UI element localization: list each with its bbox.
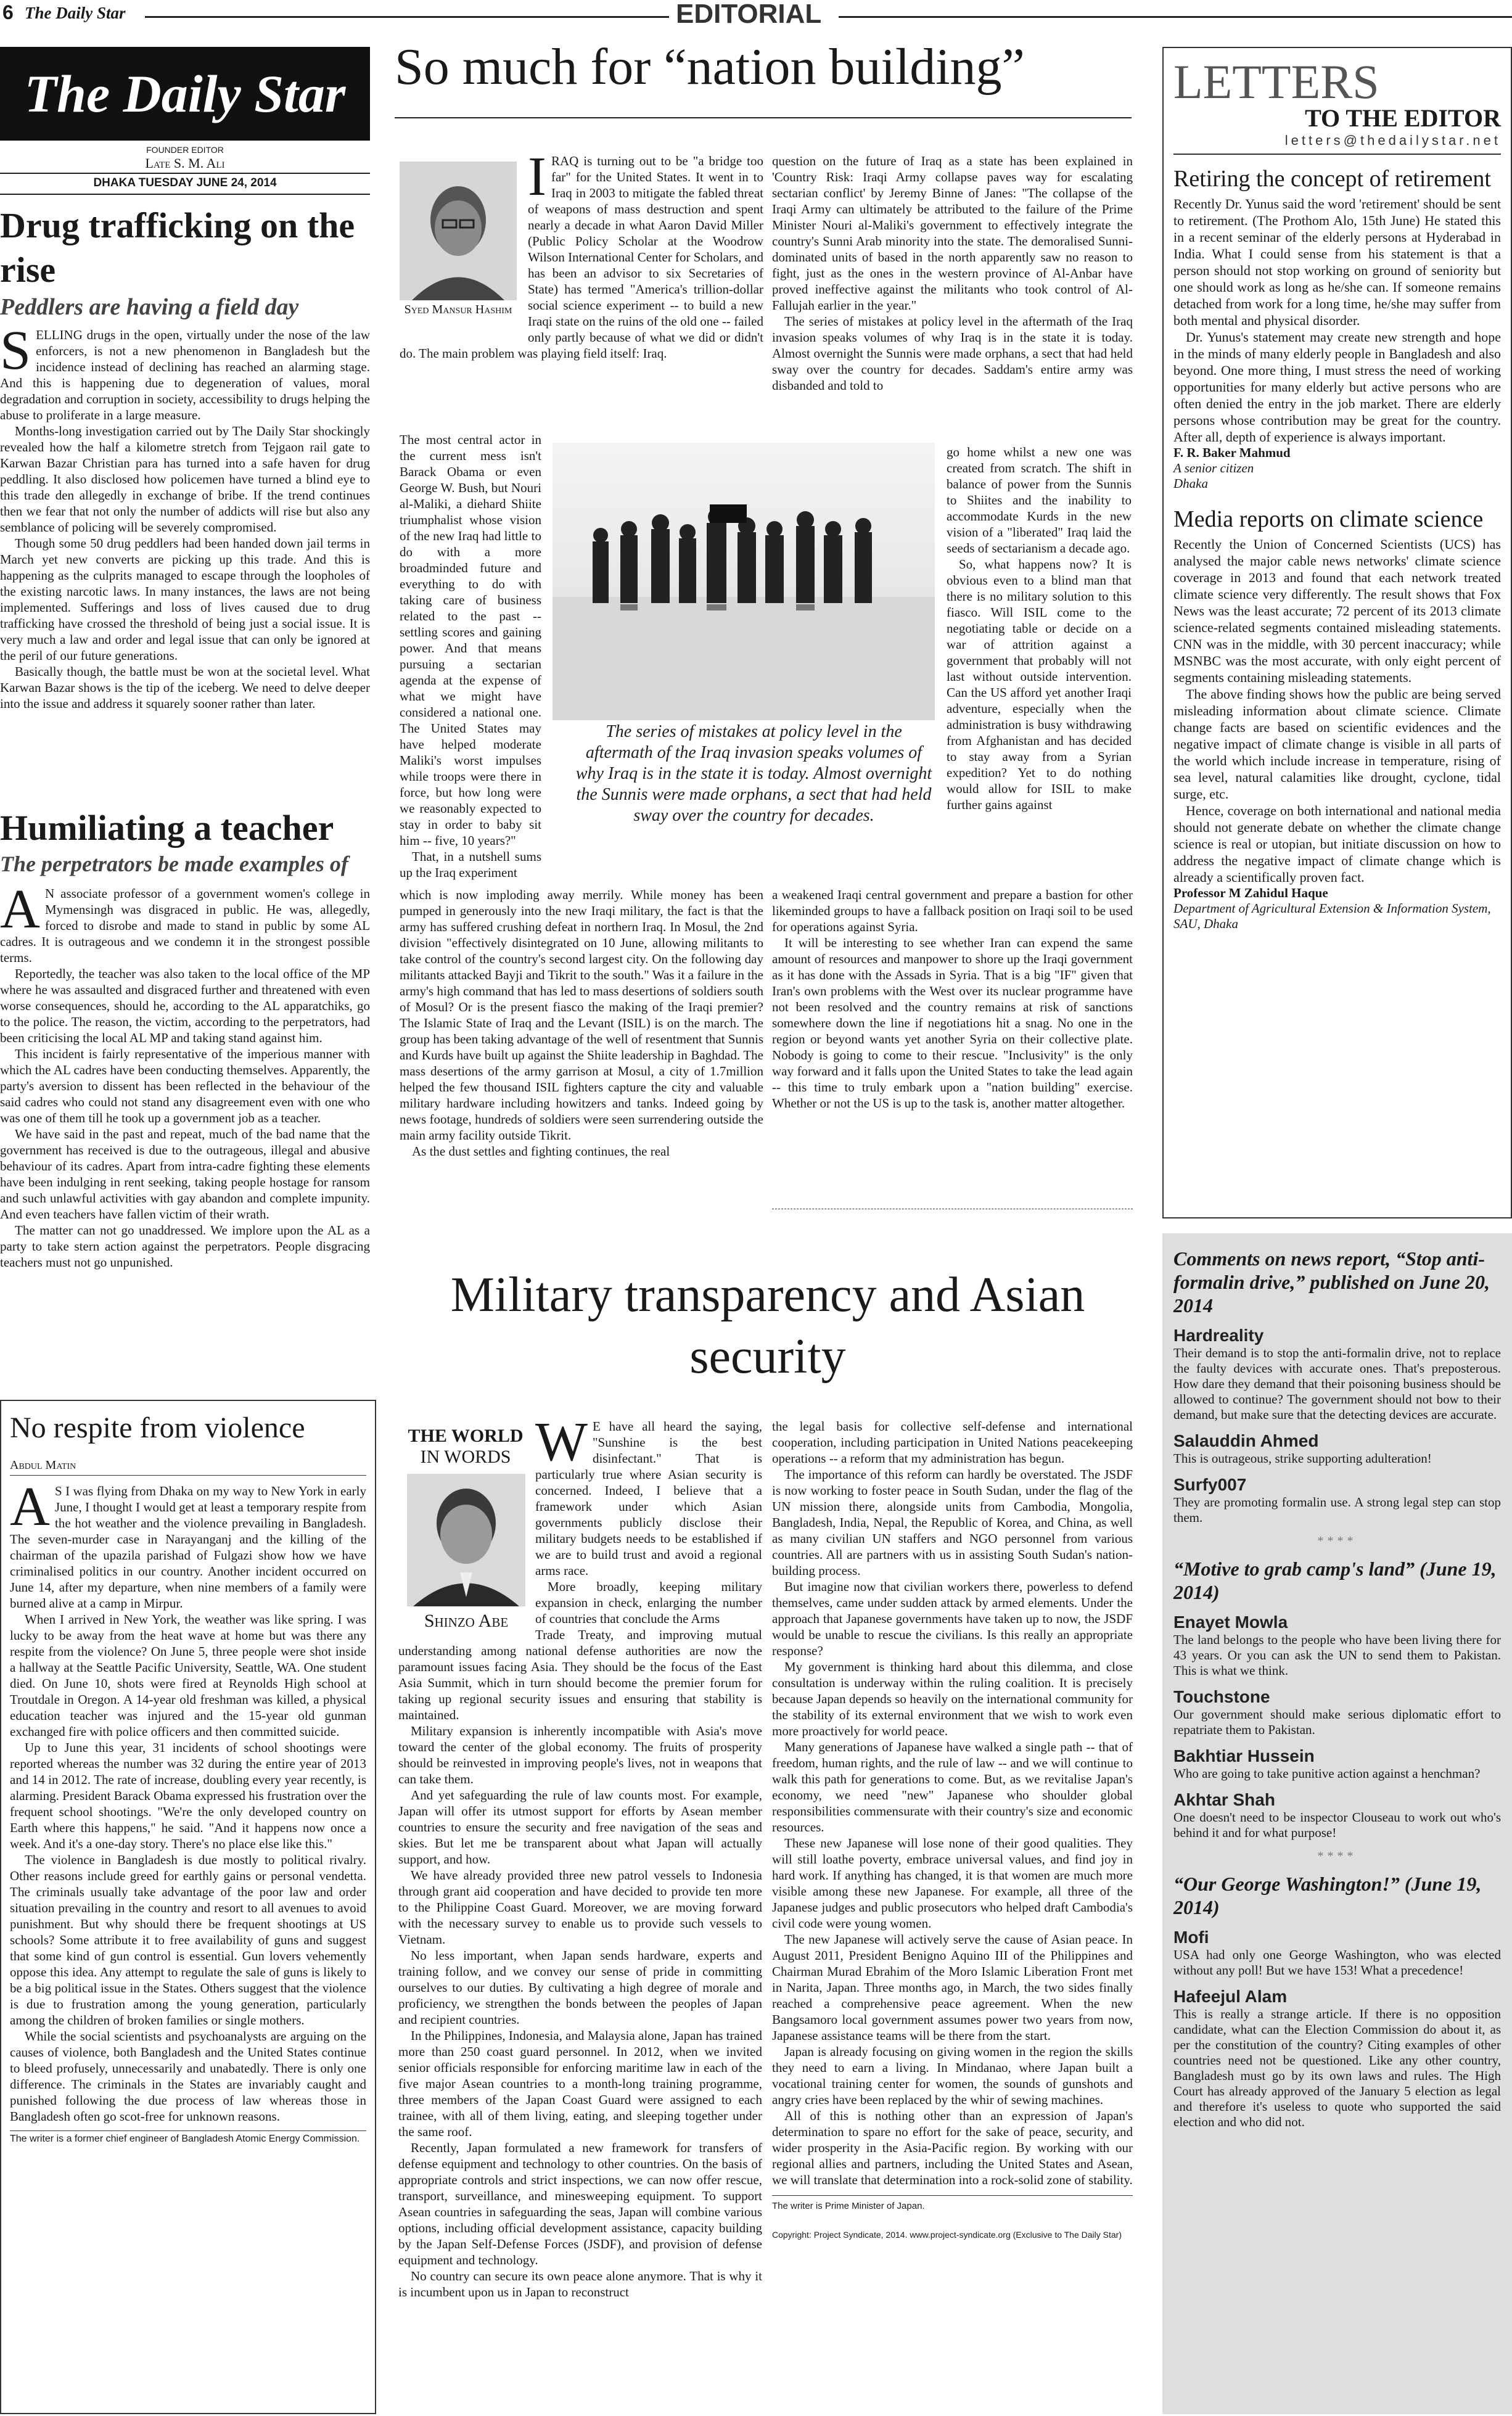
paragraph: S I was flying from Dhaka on my way to New York in early June, I thought I would get at least a temporary respite from the hot weather and the violence prevailing in Bangladesh. The seven-murder case in Narayanganj and the killing of the chairman of the upazila parishad of Fulgazi show how we have criminalised politics in our country. Another incident occurred on June 14, after my departure, when nine members of a family were burned alive at a camp in Mirpur. [10, 1484, 366, 1611]
pull-quote: The series of mistakes at policy level in the aftermath of the Iraq invasion speaks volumes of why Iraq is in the state it is today. Almost overnight the Sunnis were made orphans, a sect that had held sway over the country for decades. [575, 722, 932, 825]
paragraph: Dr. Yunus's statement may create new strength and hope in the minds of many elderly people in Bangladesh and also beyond. One more thing, I must stress the need of working opportunities for many elderly but active persons who are often denied the entry in the job market. There are elderly persons whose contribution may be great for the country. After all, depth of experience is always important. [1173, 329, 1501, 445]
military-col2 [772, 1418, 1133, 2243]
paragraph: We have already provided three new patrol vessels to Indonesia through grant aid cooperation and have decided to provide ten more to the Philippine Coast Guard. Moreover, we are moving forward with the necessary survey to enable us to provide such vessels to Vietnam. [398, 1868, 762, 1947]
comment-text: Who are going to take punitive action against a henchman? [1173, 1766, 1481, 1781]
paragraph: RAQ is turning out to be "a bridge too far" for the United States. It went in to Iraq in 2003 to mitigate the fabled threat of weapons of mass destruction and spent nearly a decade in what Aaron David Miller (Public Policy Scholar at the Woodrow Wilson International Center for Scholars, and has been an advisor to six Secretaries of State) has termed "America's trillion-dollar social science experiment -- to build a new Iraqi state on the ruins of the old one -- failed only partly because of what we did or didn't do. The main problem was playing field itself: Iraq. [400, 154, 763, 361]
comments-title: Comments on news report, “Stop anti-formalin drive,” published on June 20, 2014 [1173, 1247, 1490, 1317]
paragraph: And yet safeguarding the rule of law counts most. For example, Japan will offer its utmost support for efforts by Asean member countries to ensure the security and free navigation of the seas and skies. But let me be transparent about what Japan will actually support, and how. [398, 1788, 762, 1867]
separator-stars: **** [1317, 1849, 1357, 1863]
comment-author: Touchstone [1173, 1687, 1270, 1706]
comment-author: Bakhtiar Hussein [1173, 1746, 1315, 1765]
paragraph: My government is thinking hard about this dilemma, and close consultation is underway within the ruling coalition. It is precisely because Japan depends so heavily on the international community for the stability of its external environment that we wish to work even more proactively for world peace. [772, 1659, 1133, 1738]
paragraph: This incident is fairly representative of the imperious manner with which the AL cadres have been conducting themselves. Apparently, the party's aversion to dissent has been reflected in the behaviour of the said cadres who could not stand any disagreement even with one who was one of them till he took up a government job as a teacher. [0, 1046, 370, 1125]
letter-title: Media reports on climate science [1173, 506, 1484, 532]
page-number: 6 [2, 1, 14, 23]
respite-byline: Abdul Matin [10, 1458, 366, 1476]
paragraph: Recently Dr. Yunus said the word 'retirement' should be sent to retirement. (The Prothom Alo, 15th June) He stated this in a recent seminar of the elderly persons at Hyderabad in India. What I could sense from his statement is that a person should not stop working on ground of seniority but one should work as long as he/she can. If someone remains detached from work for a long time, he/she may suffer from both mental and physical disorder. [1173, 196, 1501, 328]
editorial-teacher-subtitle: The perpetrators be made examples of [0, 852, 348, 876]
paragraph: Recently the Union of Concerned Scientists (UCS) has analysed the major cable news networks' climate science coverage in 2013 and found that each network treated climate science very differently. The result shows that Fox News was the least accurate; 72 percent of its 2013 climate science-related segments contained misleading statements. CNN was in the middle, with 30 percent inaccuracy; while MSNBC was the most accurate, with only eight percent of segments containing misleading statements. [1173, 536, 1501, 685]
paragraph: question on the future of Iraq as a state has been explained in 'Country Risk: Iraqi Army collapse paves way for escalating sectarian conflict' by Jeremy Binne of Janes: "The collapse of the Iraqi Army can ultimately be attributed to the failure of the Prime Minister Nouri al-Maliki's government to effectively integrate the country's Sunni Arab minority into the state. The demoralised Sunni-dominated units of based in the north apparently saw no reason to fight, just as the ones in the western province of Al-Anbar have proved ineffective against the militants who took control of Al-Fallujah earlier in the year." [772, 154, 1133, 313]
paragraph: It will be interesting to see whether Iran can expend the same amount of resources and manpower to shore up the Iraqi government as it has done with the Assads in Syria. That is a big "IF" given that Iran's own problems with the West over its nuclear programme have not been resolved and the country remains at risk of sanctions somewhere down the line if negotiations hit a snag. No one in the region or beyond wants yet another Syria on their collective plate. Nobody is going to come to their rescue. "Inclusivity" is the only way forward and it falls upon the United States to take the lead again -- this time to truly embark upon a "nation building" exercise. Whether or not the US is up to the task is, another matter altogether. [772, 935, 1133, 1111]
nation-left-wrap [400, 432, 541, 881]
comments-section-title: “Motive to grab camp's land” (June 19, 2014) [1173, 1558, 1497, 1603]
respite-box [0, 1400, 376, 2414]
letter-signature-city: Dhaka [1173, 476, 1208, 491]
paper-name-small: The Daily Star [25, 4, 126, 22]
comment-text: They are promoting formalin use. A strong legal step can stop them. [1173, 1495, 1501, 1525]
comment-author: Hafeejul Alam [1173, 1987, 1288, 2006]
paragraph: E have all heard the saying, "Sunshine is the best disinfectant." That is particularly true where Asian security is concerned. Indeed, I believe that a framework under which Asian governments publicly disclose their military budgets needs to be established if we are to build trust and avoid a regional arms race. [535, 1419, 762, 1578]
military-col1 [398, 1411, 762, 2300]
paragraph: Trade Treaty, and improving mutual understanding among national defense authorities are now the paramount issues facing Asia. They should be the focus of the East Asia Summit, which in turn should become the premier forum for taking up regional security issues and ensuring that stability is maintained. [398, 1627, 762, 1722]
paragraph: In the Philippines, Indonesia, and Malaysia alone, Japan has trained more than 250 coast guard personnel. In 2012, when we invited senior officials responsible for enforcing maritime law in each of the five major Asean countries to a month-long training programme, three members of the Japan Coast Guard were assigned to each trainee, with all of them living, eating, and sleeping together under the same roof. [398, 2028, 762, 2139]
nation-author: Syed Mansur Hashim [404, 303, 512, 316]
paragraph: The series of mistakes at policy level in the aftermath of the Iraq invasion speaks volumes of why Iraq is in the state it is today. Almost overnight the Sunnis were made orphans, a sect that had held sway over the country for decades. Saddam's entire army was disbanded and told to [772, 314, 1133, 393]
page-header [0, 0, 1512, 30]
paragraph: As the dust settles and fighting continues, the real [412, 1144, 670, 1159]
editorial-drugs [0, 203, 370, 712]
respite-footnote: The writer is a former chief engineer of Bangladesh Atomic Energy Commission. [10, 2130, 366, 2145]
paragraph: These new Japanese will lose none of their good qualities. They will still loathe poverty, embrace universal values, and find joy in hard work. If anything has changed, it is that women are much more visible among these new Japanese. For example, all three of the Japanese judges and public prosecutors who helped draft Cambodia's civil code were young women. [772, 1836, 1133, 1931]
comment-text: This is outrageous, strike supporting adulteration! [1173, 1451, 1432, 1466]
paragraph: The matter can not go unaddressed. We implore upon the AL as a party to take stern action against the perpetrators. People disgracing teachers must not go unpunished. [0, 1223, 370, 1270]
paragraph: All of this is nothing other than an expression of Japan's determination to spare no effort for the sake of peace, security, and wider prosperity in the Asia-Pacific region. By working with our regional allies and partners, including the United States and Asean, we will translate that determination into a rock-solid zone of stability. [772, 2108, 1133, 2187]
header-rule-left [145, 16, 669, 18]
paragraph: The violence in Bangladesh is due mostly to political rivalry. Other reasons include greed for earthly gains or personal vendetta. The criminals usually take advantage of the poor law and order situation prevailing in the country and resort to all avenues to avoid punishment. But why should there be frequent shootings at US schools? Some attribute it to free availability of guns and suggest that some kind of gun control is essential. Gun lovers vehemently oppose this idea. Any attempt to regulate the sale of guns is likely to be a big political issue in the States. Others suggest that the violence is due to frustration among the young generation, particularly among the children of broken families or single mothers. [10, 1852, 366, 2028]
paragraph: That, in a nutshell sums up the Iraq experiment [400, 849, 541, 880]
nation-intro [400, 146, 763, 361]
label-line1: THE WORLD [408, 1426, 524, 1446]
militants-photo [553, 443, 935, 720]
paragraph: go home whilst a new one was created from scratch. The shift in balance of power from the Sunnis to Shiites and the inability to accommodate Kurds in the new vision of a "liberated" Iraq laid the seeds of sectarianism a decade ago. [947, 445, 1132, 556]
paragraph: Hence, coverage on both international and national media should not generate debate on whether the climate change science is real or utopian, but initiate discussion on how to address the negative impact of climate change which is already a scientifically proven fact. [1173, 803, 1501, 885]
militants-photo-icon [553, 443, 935, 720]
paragraph: Japan is already focusing on giving women in the region the skills they need to earn a living. In Mindanao, where Japan built a vocational training center for women, the sounds of gunshots and angry cries have been replaced by the whir of sewing machines. [772, 2044, 1133, 2107]
letter-signature-sub: A senior citizen [1173, 461, 1254, 475]
military-author: Shinzo Abe [424, 1611, 509, 1631]
military-copyright: Copyright: Project Syndicate, 2014. www.project-syndicate.org (Exclusive to The Daily Star) [772, 2230, 1122, 2240]
paragraph: No less important, when Japan sends hardware, experts and training follow, and we convey our sense of pride in committing ourselves to our duties. By cultivating a high degree of morale and proficiency, we strengthen the bonds between the peoples of Japan and recipient countries. [398, 1948, 762, 2027]
paragraph: the legal basis for collective self-defense and international cooperation, including participation in United Nations peacekeeping operations -- a reform that my administration has begun. [772, 1419, 1133, 1466]
letter-title: Retiring the concept of retirement [1173, 166, 1491, 192]
letters-box [1162, 47, 1512, 1218]
respite-title: No respite from violence [10, 1411, 305, 1444]
letter-signature-sub: Department of Agricultural Extension & Information System, SAU, Dhaka [1173, 901, 1491, 931]
paragraph: N associate professor of a government women's college in Mymensingh was disgraced in public. He was, allegedly, forced to disrobe and made to stand in public by some AL cadres. It is outrageous and we condemn it in the strongest possible terms. [0, 886, 370, 965]
paragraph: which is now imploding away merrily. While money has been pumped in generously into the new Iraqi military, the fact is that the army has suffered crushing defeat in northern Iraq. In Mosul, the 2nd division "effectively disintegrated on 10 June, allowing militants to take control of the country's second largest city. On the following day militants attacked Bayji and Tikrit to the south." Was it a failure in the army's high command that has led to mass desertions of soldiers south of Mosul? Or is the present fiasco the making of the Iraqi premier? The Islamic State of Iraq and the Levant (ISIL) is on the march. The group has been taking advantage of the well of resentment that Sunnis and Kurds have built up against the Shiite leadership in Baghdad. The mass desertions of the army garrison at Mosul, a city of 1.7million helped the few thousand ISIL fighters capture the city and valuable military hardware including howitzers and tanks. Indeed going by news footage, hundreds of soldiers were seen surrendering outside the main army facility outside Tikrit. [400, 887, 763, 1143]
masthead [0, 47, 370, 141]
paragraph: Reportedly, the teacher was also taken to the local office of the MP where he was assaulted and disgraced further and threatened with even worse consequences, should he, according to the AL apparatchiks, go to the police. The reason, the victim, according to the perpetrators, had been criticising the local AL MP and taking stand against him. [0, 966, 370, 1045]
label-line2: IN WORDS [420, 1447, 511, 1467]
letter-climate [1173, 505, 1501, 932]
paragraph: Military expansion is inherently incompatible with Asia's move toward the center of the global economy. The fruits of prosperity should be reinvested in improving people's lives, not in weapons that can take them. [398, 1724, 762, 1786]
separator-stars: **** [1317, 1534, 1357, 1548]
comment-author: Salauddin Ahmed [1173, 1431, 1319, 1450]
dropcap: I [528, 146, 546, 207]
comment-author: Mofi [1173, 1928, 1209, 1947]
letters-subtitle: TO THE EDITOR [1305, 104, 1501, 132]
paragraph: We have said in the past and repeat, much of the bad name that the government has received is due to the outrageous, illegal and abusive behaviour of its cadres. Apart from intra-cadre fighting these elements have been indulging in rent seeking, taking people hostage for ransom and such unlawful activities with gay abandon and complete impunity. And even teachers have fallen victim of their wrath. [0, 1127, 370, 1222]
dateline-rule [0, 173, 370, 174]
paragraph: a weakened Iraqi central government and prepare a bastion for other likeminded groups to have a fallback position on Iraqi soil to be used for operations against Syria. [772, 887, 1133, 934]
comment-text: Their demand is to stop the anti-formalin drive, not to replace the faulty devices with accurate ones. That's preposterous. How dare they demand that their poisoning business should be allowed to continue? The government should not bow to their demand, but make sure that the detecting devices are accurate. [1173, 1346, 1501, 1422]
paragraph: While the social scientists and psychoanalysts are arguing on the causes of violence, both Bangladesh and the United States continue to bleed profusely, unnecessarily and unabatedly. There is only one difference. The criminals in the States are invariably caught and punished following the due process of law whereas those in Bangladesh often go scot-free for unknown reasons. [10, 2029, 366, 2124]
dropcap: A [10, 1476, 50, 1537]
comment-author: Enayet Mowla [1173, 1613, 1288, 1632]
section-label: EDITORIAL [676, 0, 822, 29]
editorial-drugs-title: Drug trafficking on the rise [0, 205, 355, 290]
nation-title: So much for “nation building” [395, 38, 1025, 96]
nation-right-wrap [947, 444, 1132, 813]
comment-text: Our government should make serious diplomatic effort to repatriate them to Pakistan. [1173, 1707, 1501, 1737]
military-title: Military transparency and Asian security [450, 1268, 1085, 1384]
paragraph: Though some 50 drug peddlers had been handed down jail terms in March yet new converts are picking up this trade. And this is happening as the culprits managed to escape through the loopholes of the existing narcotic laws. In many instances, the laws are not being implemented. Sufferings and loss of lives caused due to drug trafficking have crossed the threshold of being just a social issue. It is very much a law and order and legal issue that can only be ignored at the peril of our future generations. [0, 536, 370, 663]
editorial-teacher [0, 808, 370, 1270]
paragraph: Up to June this year, 31 incidents of school shootings were reported whereas the number was 32 during the entire year of 2013 and 14 in 2012. The rate of increase, doubling every year recently, is alarming. President Barack Obama expressed his frustration over the frequent school shootings. "We're the only developed country on Earth where this happens," he said. "And it happens now once a week. And it's a one-day story. There's no place else like this." [10, 1740, 366, 1851]
editorial-teacher-title: Humiliating a teacher [0, 808, 334, 848]
comment-text: The land belongs to the people who have been living there for 43 years. Or you can ask the UN to send them to Pakistan. This is what we think. [1173, 1632, 1501, 1678]
comments-box [1162, 1233, 1512, 2414]
founder-label: FOUNDER EDITOR [146, 145, 224, 155]
paragraph: When I arrived in New York, the weather was like spring. I was lucky to be away from the heat wave at home but was there any respite from the violence? On June 5, three people were shot inside a hallway at the Seattle Pacific University, Seattle, WA. One student died. On June 10, shots were fired at Reynolds High school at Troutdale in Oregon. A 14-year old freshman was killed, a physical education teacher was injured and the 15-year old gunman exchanged fire with police officers and then committed suicide. [10, 1612, 366, 1739]
dropcap: W [535, 1411, 588, 1473]
paragraph: More broadly, keeping military expansion in check, enlarging the number of countries that conclude the Arms [535, 1579, 762, 1626]
nation-right-bottom [772, 887, 1133, 1111]
comment-text: This is really a strange article. If there is no opposition candidate, what can the Election Commission do about it, as per the constitution of the country? Citing examples of other countries need not be questioned. Like any other country, Bangladesh must go by its own laws and rules. The High Court has already approved of the January 5 election as legal and therefore it's useless to quote who supported the said election and who did not. [1173, 2007, 1501, 2129]
military-footnote: The writer is Prime Minister of Japan. [772, 2195, 1133, 2214]
dropcap: S [0, 320, 31, 381]
paragraph: Months-long investigation carried out by The Daily Star shockingly revealed how the half a kilometre stretch from Tejgaon rail gate to Karwan Bazar Christian para has turned into a safe haven for drug peddling. It also disclosed how policemen have turned a blind eye to this trade den allegedly in exchange of bribe. If the trend continues then we fear that not only the number of addicts will rise but also any semblance of policing will be severely compromised. [0, 424, 370, 535]
comment-text: USA had only one George Washington, who was elected without any poll! But we have 153! What a precedence! [1173, 1947, 1501, 1978]
dropcap: A [0, 879, 40, 940]
letter-signature: F. R. Baker Mahmud [1173, 445, 1291, 460]
comment-text: One doesn't need to be inspector Clouseau to work out who's behind it and for what purpose! [1173, 1810, 1501, 1840]
header-rule-right [839, 16, 1512, 18]
editorial-drugs-subtitle: Peddlers are having a field day [0, 294, 299, 320]
paragraph: ELLING drugs in the open, virtually under the nose of the law enforcers, is not a new phenomenon in Bangladesh but the incidence instead of declining has reached an alarming stage. And this is happening due to degeneration of values, moral degradation and corruption in society, accessibility to drugs helping the abuse to proliferate in a large measure. [0, 327, 370, 422]
paragraph: Basically though, the battle must be won at the societal level. What Karwan Bazar shows is the tip of the iceberg. We need to delve deeper into the issue and address it squarely sooner rather than later. [0, 664, 370, 711]
paragraph: No country can secure its own peace alone anymore. That is why it is incumbent upon us in Japan to reconstruct [398, 2269, 762, 2299]
nation-right-top [772, 153, 1133, 393]
dateline: DHAKA TUESDAY JUNE 24, 2014 [93, 176, 277, 189]
letters-title: LETTERS [1173, 55, 1379, 109]
letter-retirement [1173, 165, 1501, 491]
paragraph: The above finding shows how the public are being served misleading information about climate science. Climate change facts are based on scientific evidences and the negative impact of climate change is visible in all parts of the world which include increase in temperature, rising of sea level, natural calamities like drought, cyclone, tidal surge, etc. [1173, 686, 1501, 802]
paragraph: So, what happens now? It is obvious even to a blind man that there is no military solution to this fiasco. Will ISIL come to the negotiating table or decide on a war of attrition against a government that probably will not last without outside intervention. Can the US afford yet another Iraqi adventure, especially when the administration is busy withdrawing from Afghanistan and has decided to stay away from a Syrian expedition? Yet to do nothing would allow for ISIL to make further gains against [947, 557, 1132, 812]
nation-left-bottom [400, 887, 763, 1159]
paragraph: The importance of this reform can hardly be overstated. The JSDF is now working to foster peace in South Sudan, under the flag of the UN mission there, alongside units from Cambodia, Mongolia, Bangladesh, India, Nepal, the Republic of Korea, and China, as well as many civilian UN staffers and NGO personnel from various countries. All are partners with us in assisting South Sudan's nation-building process. [772, 1467, 1133, 1578]
paragraph: Recently, Japan formulated a new framework for transfers of defense equipment and technology to other countries. On the basis of appropriate controls and strict inspections, we can now offer rescue, transport, surveillance, and minesweeping equipment. To support Asean countries in safeguarding the seas, Japan will combine various options, including official development assistance, capacity building by the Japan Self-Defense Forces (JSDF), and provision of defense equipment and technology. [398, 2140, 762, 2267]
nation-title-rule [395, 117, 1132, 118]
comments-section-title: “Our George Washington!” (June 19, 2014) [1173, 1873, 1482, 1918]
masthead-title: The Daily Star [24, 64, 346, 123]
founder-name: Late S. M. Ali [145, 155, 225, 171]
letter-signature: Professor M Zahidul Haque [1173, 885, 1328, 900]
comment-author: Surfy007 [1173, 1475, 1247, 1494]
dateline-rule-2 [0, 194, 370, 195]
paragraph: But imagine now that civilian workers there, powerless to defend themselves, came under sudden attack by armed elements. Under the approach that Japanese governments have taken up to now, the JSDF would be unable to rescue the civilians. Is this really an appropriate response? [772, 1579, 1133, 1658]
comment-author: Akhtar Shah [1173, 1790, 1275, 1809]
letters-email: letters@thedailystar.net [1173, 133, 1501, 155]
paragraph: Many generations of Japanese have walked a single path -- that of freedom, human rights, and the rule of law -- and we will continue to walk this path for generations to come. But, as we revitalise Japan's economy, we need "new" Japanese who shoulder global responsibilities commensurate with their country's size and economic resources. [772, 1740, 1133, 1835]
paragraph: The new Japanese will actively serve the cause of Asian peace. In August 2011, President Benigno Aquino III of the Philippines and Chairman Murad Ebrahim of the Moro Islamic Liberation Front met in Narita, Japan. Three months ago, in March, the two sides finally reached a comprehensive peace agreement. When the new Bangsamoro local government assumes power two years from now, Japanese assistance teams will be there from the start. [772, 1932, 1133, 2043]
comment-author: Hardreality [1173, 1326, 1264, 1345]
paragraph: The most central actor in the current mess isn't Barack Obama or even George W. Bush, but Nouri al-Maliki, a diehard Shiite triumphalist whose vision of the new Iraq had little to do with a more broadminded future and everything to do with taking care of business related to the past -- settling scores and gaining power. And that means pursuing a sectarian agenda at the expense of what we might have considered a national one. The United States may have helped moderate Maliki's worst impulses while troops were there in force, but how long were we reasonably expected to stay in order to baby sit him -- five, 10 years?" [400, 432, 541, 848]
